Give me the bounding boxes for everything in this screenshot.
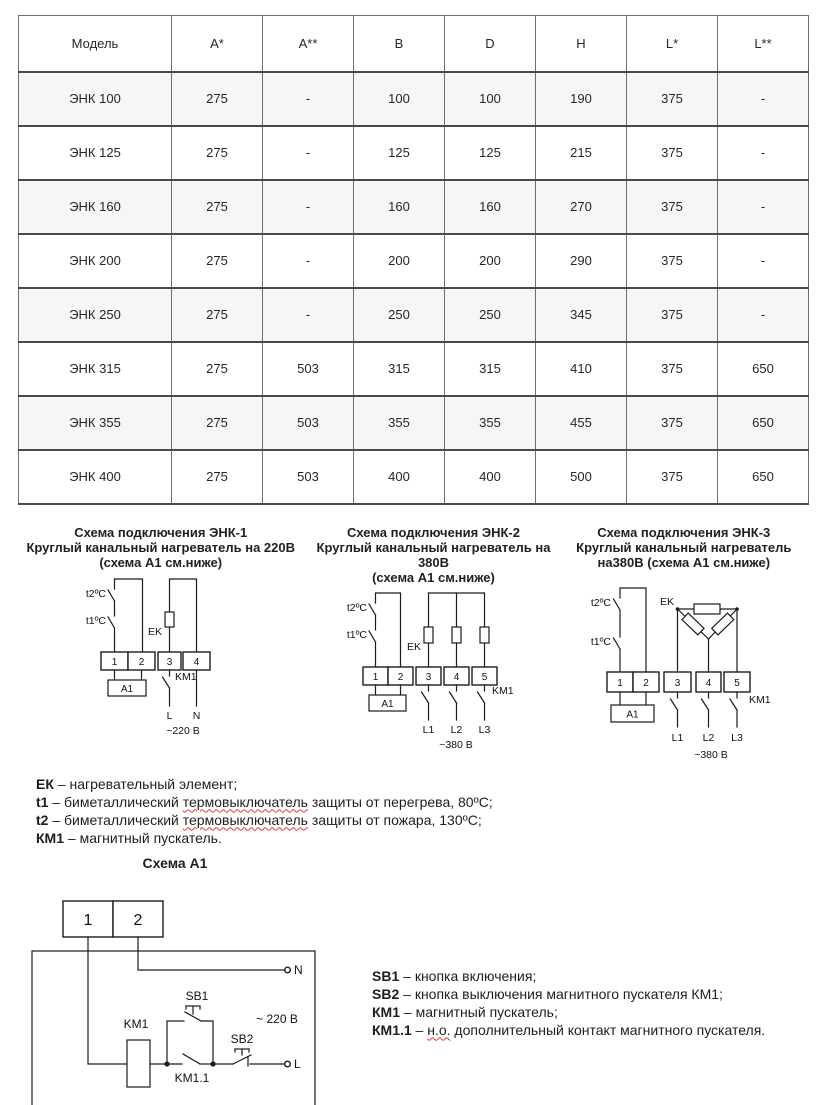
t1-label: t1ºC — [346, 628, 367, 641]
wiring-diagrams-row — [18, 525, 804, 767]
t2-label: t2ºC — [591, 596, 612, 609]
legend-line: SB1 – кнопка включения; — [372, 967, 537, 984]
terminal-1: 1 — [372, 671, 379, 683]
t1-label: t1ºC — [591, 635, 612, 648]
terminal-n — [285, 967, 291, 973]
table-header-cell: L* — [627, 16, 718, 72]
t1-label: t1ºC — [86, 614, 107, 627]
title-line: Круглый канальный нагреватель на 220В — [26, 539, 296, 555]
legend-text: биметаллический — [64, 811, 183, 828]
heater-ek — [682, 613, 704, 635]
table-body — [19, 72, 809, 504]
terminal-3: 3 — [166, 656, 173, 668]
table-header-row — [19, 16, 809, 72]
table-header-cell: D — [445, 16, 536, 72]
value-cell: 125 — [445, 126, 536, 180]
t2-switch-blade — [108, 590, 115, 601]
value-cell: 275 — [172, 126, 263, 180]
value-cell: 215 — [536, 126, 627, 180]
title-line: Круглый канальный нагреватель — [576, 539, 792, 555]
terminal-4: 4 — [705, 677, 712, 689]
legend-text: магнитный пускатель; — [415, 1003, 558, 1020]
table-row — [19, 180, 809, 234]
value-cell: - — [263, 180, 354, 234]
voltage-label: ~380 В — [694, 748, 729, 761]
ek-label: EK — [406, 640, 421, 653]
title-line: Схема подключения ЭНК-2 — [346, 524, 520, 540]
a1-label: А1 — [121, 683, 134, 695]
terminal-2: 2 — [397, 671, 404, 683]
value-cell: 315 — [354, 342, 445, 396]
value-cell: 275 — [172, 342, 263, 396]
value-cell: 200 — [445, 234, 536, 288]
km1-label: KM1 — [749, 693, 771, 706]
value-cell: 400 — [354, 450, 445, 504]
value-cell: - — [263, 126, 354, 180]
legend-line: t1 – биметаллический термовыключатель защиты от перегрева, 80ºС; — [36, 793, 493, 810]
line-l-label: L — [166, 709, 173, 722]
value-cell: 375 — [627, 396, 718, 450]
scheme-a1-section — [18, 855, 804, 1105]
t1-switch-blade — [369, 631, 376, 642]
value-cell: 275 — [172, 450, 263, 504]
km1-contact-blade — [163, 677, 170, 688]
wiring-svg-enk1 — [83, 575, 238, 740]
title-line: Круглый канальный нагреватель на 380В — [316, 539, 551, 570]
line-l1-label: L1 — [422, 723, 435, 736]
value-cell: 500 — [536, 450, 627, 504]
table-header-cell: A* — [172, 16, 263, 72]
terminal-5: 5 — [734, 677, 741, 689]
value-cell: 355 — [354, 396, 445, 450]
km1-label: KM1 — [123, 1016, 149, 1031]
title-line: (схема А1 см.ниже) — [372, 569, 495, 585]
value-cell: 160 — [354, 180, 445, 234]
km1-label: KM1 — [175, 670, 197, 683]
model-cell: ЭНК 355 — [19, 396, 172, 450]
title-line: Схема подключения ЭНК-1 — [74, 524, 248, 540]
terminal-2: 2 — [643, 677, 650, 689]
legend-text: магнитный пускатель. — [79, 829, 222, 846]
heater-ek — [694, 604, 720, 614]
line-l2-label: L2 — [702, 731, 715, 744]
km1-coil — [127, 1040, 150, 1087]
n-label: N — [294, 962, 303, 977]
value-cell: - — [263, 234, 354, 288]
ek-label: EK — [660, 595, 675, 608]
legend-line: КМ1.1 – н.о. дополнительный контакт магнитного пускателя. — [372, 1021, 766, 1038]
legend-text: термовыключатель — [182, 811, 308, 828]
value-cell: 250 — [354, 288, 445, 342]
legend-text: кнопка выключения магнитного пускателя КМ1; — [414, 985, 723, 1002]
heater-branch — [424, 593, 489, 667]
legend-key: КМ1 — [372, 1003, 400, 1020]
t2-label: t2ºC — [86, 587, 107, 600]
l-label: L — [294, 1056, 301, 1071]
legend-text: нагревательный элемент; — [69, 775, 238, 792]
value-cell: - — [718, 180, 809, 234]
km1-contacts — [671, 692, 738, 727]
diagram-enk3-title — [576, 525, 791, 570]
terminal-1: 1 — [111, 656, 118, 668]
table-row — [19, 126, 809, 180]
title-line: Схема подключения ЭНК-3 — [597, 524, 771, 540]
value-cell: 375 — [627, 72, 718, 126]
line-l1-label: L1 — [671, 731, 684, 744]
terminal-2: 2 — [138, 656, 145, 668]
sb2-label: SB2 — [230, 1031, 254, 1046]
heater-ek — [452, 627, 461, 643]
legend-text: н.о. — [427, 1021, 451, 1038]
legend-line: КМ1 – магнитный пускатель; — [372, 1003, 558, 1020]
heater-ek — [165, 612, 174, 627]
title-line: на380В (схема А1 см.ниже) — [597, 554, 771, 570]
terminal-strip — [607, 672, 750, 692]
value-cell: 275 — [172, 396, 263, 450]
terminal-3: 3 — [425, 671, 432, 683]
legend-text: кнопка включения; — [414, 967, 537, 984]
value-cell: 345 — [536, 288, 627, 342]
terminal-4: 4 — [453, 671, 460, 683]
diagram-enk2 — [303, 525, 563, 767]
model-cell: ЭНК 160 — [19, 180, 172, 234]
terminal-2: 2 — [133, 911, 143, 929]
line-l3-label: L3 — [478, 723, 491, 736]
a1-label: А1 — [626, 709, 639, 720]
value-cell: 315 — [445, 342, 536, 396]
value-cell: 375 — [627, 288, 718, 342]
voltage-label: ~380 В — [439, 738, 473, 751]
diagram-enk1-title — [26, 525, 295, 570]
legend-key: КМ1 — [36, 829, 64, 846]
line-l3-label: L3 — [731, 731, 744, 744]
diagram-enk2-title — [303, 525, 563, 585]
model-cell: ЭНК 250 — [19, 288, 172, 342]
sb1-label: SB1 — [185, 988, 209, 1003]
terminal-l — [285, 1061, 291, 1067]
legend-key: ЕК — [36, 775, 54, 792]
t2-switch-blade — [614, 599, 621, 610]
line-n-label: N — [192, 709, 201, 722]
table-row — [19, 396, 809, 450]
legend-text: дополнительный контакт магнитного пускателя. — [450, 1021, 766, 1038]
legend-text: защиты от пожара, 130ºС; — [307, 811, 482, 828]
wiring-svg-enk3 — [591, 575, 776, 767]
value-cell: 375 — [627, 450, 718, 504]
legend-text: защиты от перегрева, 80ºС; — [307, 793, 493, 810]
value-cell: 503 — [263, 342, 354, 396]
heater-delta — [676, 604, 739, 672]
value-cell: 375 — [627, 342, 718, 396]
terminal-strip — [363, 667, 497, 685]
dimensions-table — [18, 15, 809, 505]
legend-key: КМ1.1 — [372, 1021, 412, 1038]
value-cell: 250 — [445, 288, 536, 342]
voltage-label: ~ 220 В — [256, 1011, 298, 1026]
model-cell: ЭНК 400 — [19, 450, 172, 504]
legend-key: SB1 — [372, 967, 400, 984]
t2-label: t2ºC — [346, 601, 367, 614]
ek-label: EK — [148, 625, 163, 638]
value-cell: - — [718, 126, 809, 180]
heater-ek — [424, 627, 433, 643]
scheme-a1-svg — [30, 874, 330, 1105]
terminal-3: 3 — [674, 677, 681, 689]
value-cell: 650 — [718, 342, 809, 396]
model-cell: ЭНК 125 — [19, 126, 172, 180]
terminal-1: 1 — [617, 677, 624, 689]
value-cell: 275 — [172, 234, 263, 288]
value-cell: 503 — [263, 396, 354, 450]
heater-ek — [712, 613, 734, 635]
voltage-label: ~220 В — [166, 724, 201, 737]
table-row — [19, 234, 809, 288]
value-cell: - — [718, 234, 809, 288]
legend-line: ЕК – нагревательный элемент; — [36, 775, 238, 792]
table-row — [19, 288, 809, 342]
legend-text: термовыключатель — [182, 793, 308, 810]
terminal-strip — [101, 652, 210, 670]
model-cell: ЭНК 315 — [19, 342, 172, 396]
value-cell: 355 — [445, 396, 536, 450]
table-header-cell: Модель — [19, 16, 172, 72]
value-cell: 410 — [536, 342, 627, 396]
heater-ek — [480, 627, 489, 643]
legend-text: биметаллический — [64, 793, 183, 810]
a1-label: А1 — [381, 698, 394, 710]
t2-switch-blade — [369, 604, 376, 615]
diagram-enk1 — [18, 525, 303, 767]
scheme-a1-title: Схема А1 — [142, 854, 208, 871]
value-cell: 375 — [627, 180, 718, 234]
table-header-cell: L** — [718, 16, 809, 72]
value-cell: 270 — [536, 180, 627, 234]
table-header-cell: A** — [263, 16, 354, 72]
legend-line: t2 – биметаллический термовыключатель защиты от пожара, 130ºС; — [36, 811, 482, 828]
value-cell: 125 — [354, 126, 445, 180]
table-header-cell: H — [536, 16, 627, 72]
value-cell: - — [263, 288, 354, 342]
value-cell: - — [263, 72, 354, 126]
scheme-a1 — [30, 855, 350, 1105]
terminal-4: 4 — [193, 656, 200, 668]
terminal-1: 1 — [83, 911, 93, 929]
table-row — [19, 342, 809, 396]
legend-components — [36, 775, 804, 847]
title-line: (схема А1 см.ниже) — [99, 554, 223, 570]
terminal-5: 5 — [481, 671, 488, 683]
value-cell: 455 — [536, 396, 627, 450]
value-cell: - — [718, 72, 809, 126]
value-cell: - — [718, 288, 809, 342]
legend-key: t2 — [36, 811, 49, 828]
a1-boundary-box — [32, 951, 315, 1105]
km11-label: KM1.1 — [174, 1070, 210, 1085]
legend-line: КМ1 – магнитный пускатель. — [36, 829, 222, 846]
table-header-cell: B — [354, 16, 445, 72]
model-cell: ЭНК 200 — [19, 234, 172, 288]
t1-switch-blade — [108, 617, 115, 628]
value-cell: 200 — [354, 234, 445, 288]
value-cell: 650 — [718, 450, 809, 504]
legend-scheme-a1 — [372, 967, 765, 1105]
value-cell: 375 — [627, 234, 718, 288]
wiring-svg-enk2 — [346, 590, 521, 755]
value-cell: 275 — [172, 288, 263, 342]
diagram-enk3 — [564, 525, 805, 767]
model-cell: ЭНК 100 — [19, 72, 172, 126]
value-cell: 275 — [172, 180, 263, 234]
value-cell: 100 — [354, 72, 445, 126]
km1-contacts — [421, 685, 484, 720]
value-cell: 160 — [445, 180, 536, 234]
legend-key: SB2 — [372, 985, 400, 1002]
value-cell: 275 — [172, 72, 263, 126]
legend-line: SB2 – кнопка выключения магнитного пускателя КМ1; — [372, 985, 723, 1002]
value-cell: 400 — [445, 450, 536, 504]
value-cell: 190 — [536, 72, 627, 126]
value-cell: 290 — [536, 234, 627, 288]
t1-switch-blade — [614, 638, 621, 649]
value-cell: 375 — [627, 126, 718, 180]
legend-key: t1 — [36, 793, 49, 810]
table-row — [19, 450, 809, 504]
value-cell: 100 — [445, 72, 536, 126]
km1-label: KM1 — [491, 684, 514, 697]
value-cell: 650 — [718, 396, 809, 450]
value-cell: 503 — [263, 450, 354, 504]
line-l2-label: L2 — [450, 723, 463, 736]
table-row — [19, 72, 809, 126]
